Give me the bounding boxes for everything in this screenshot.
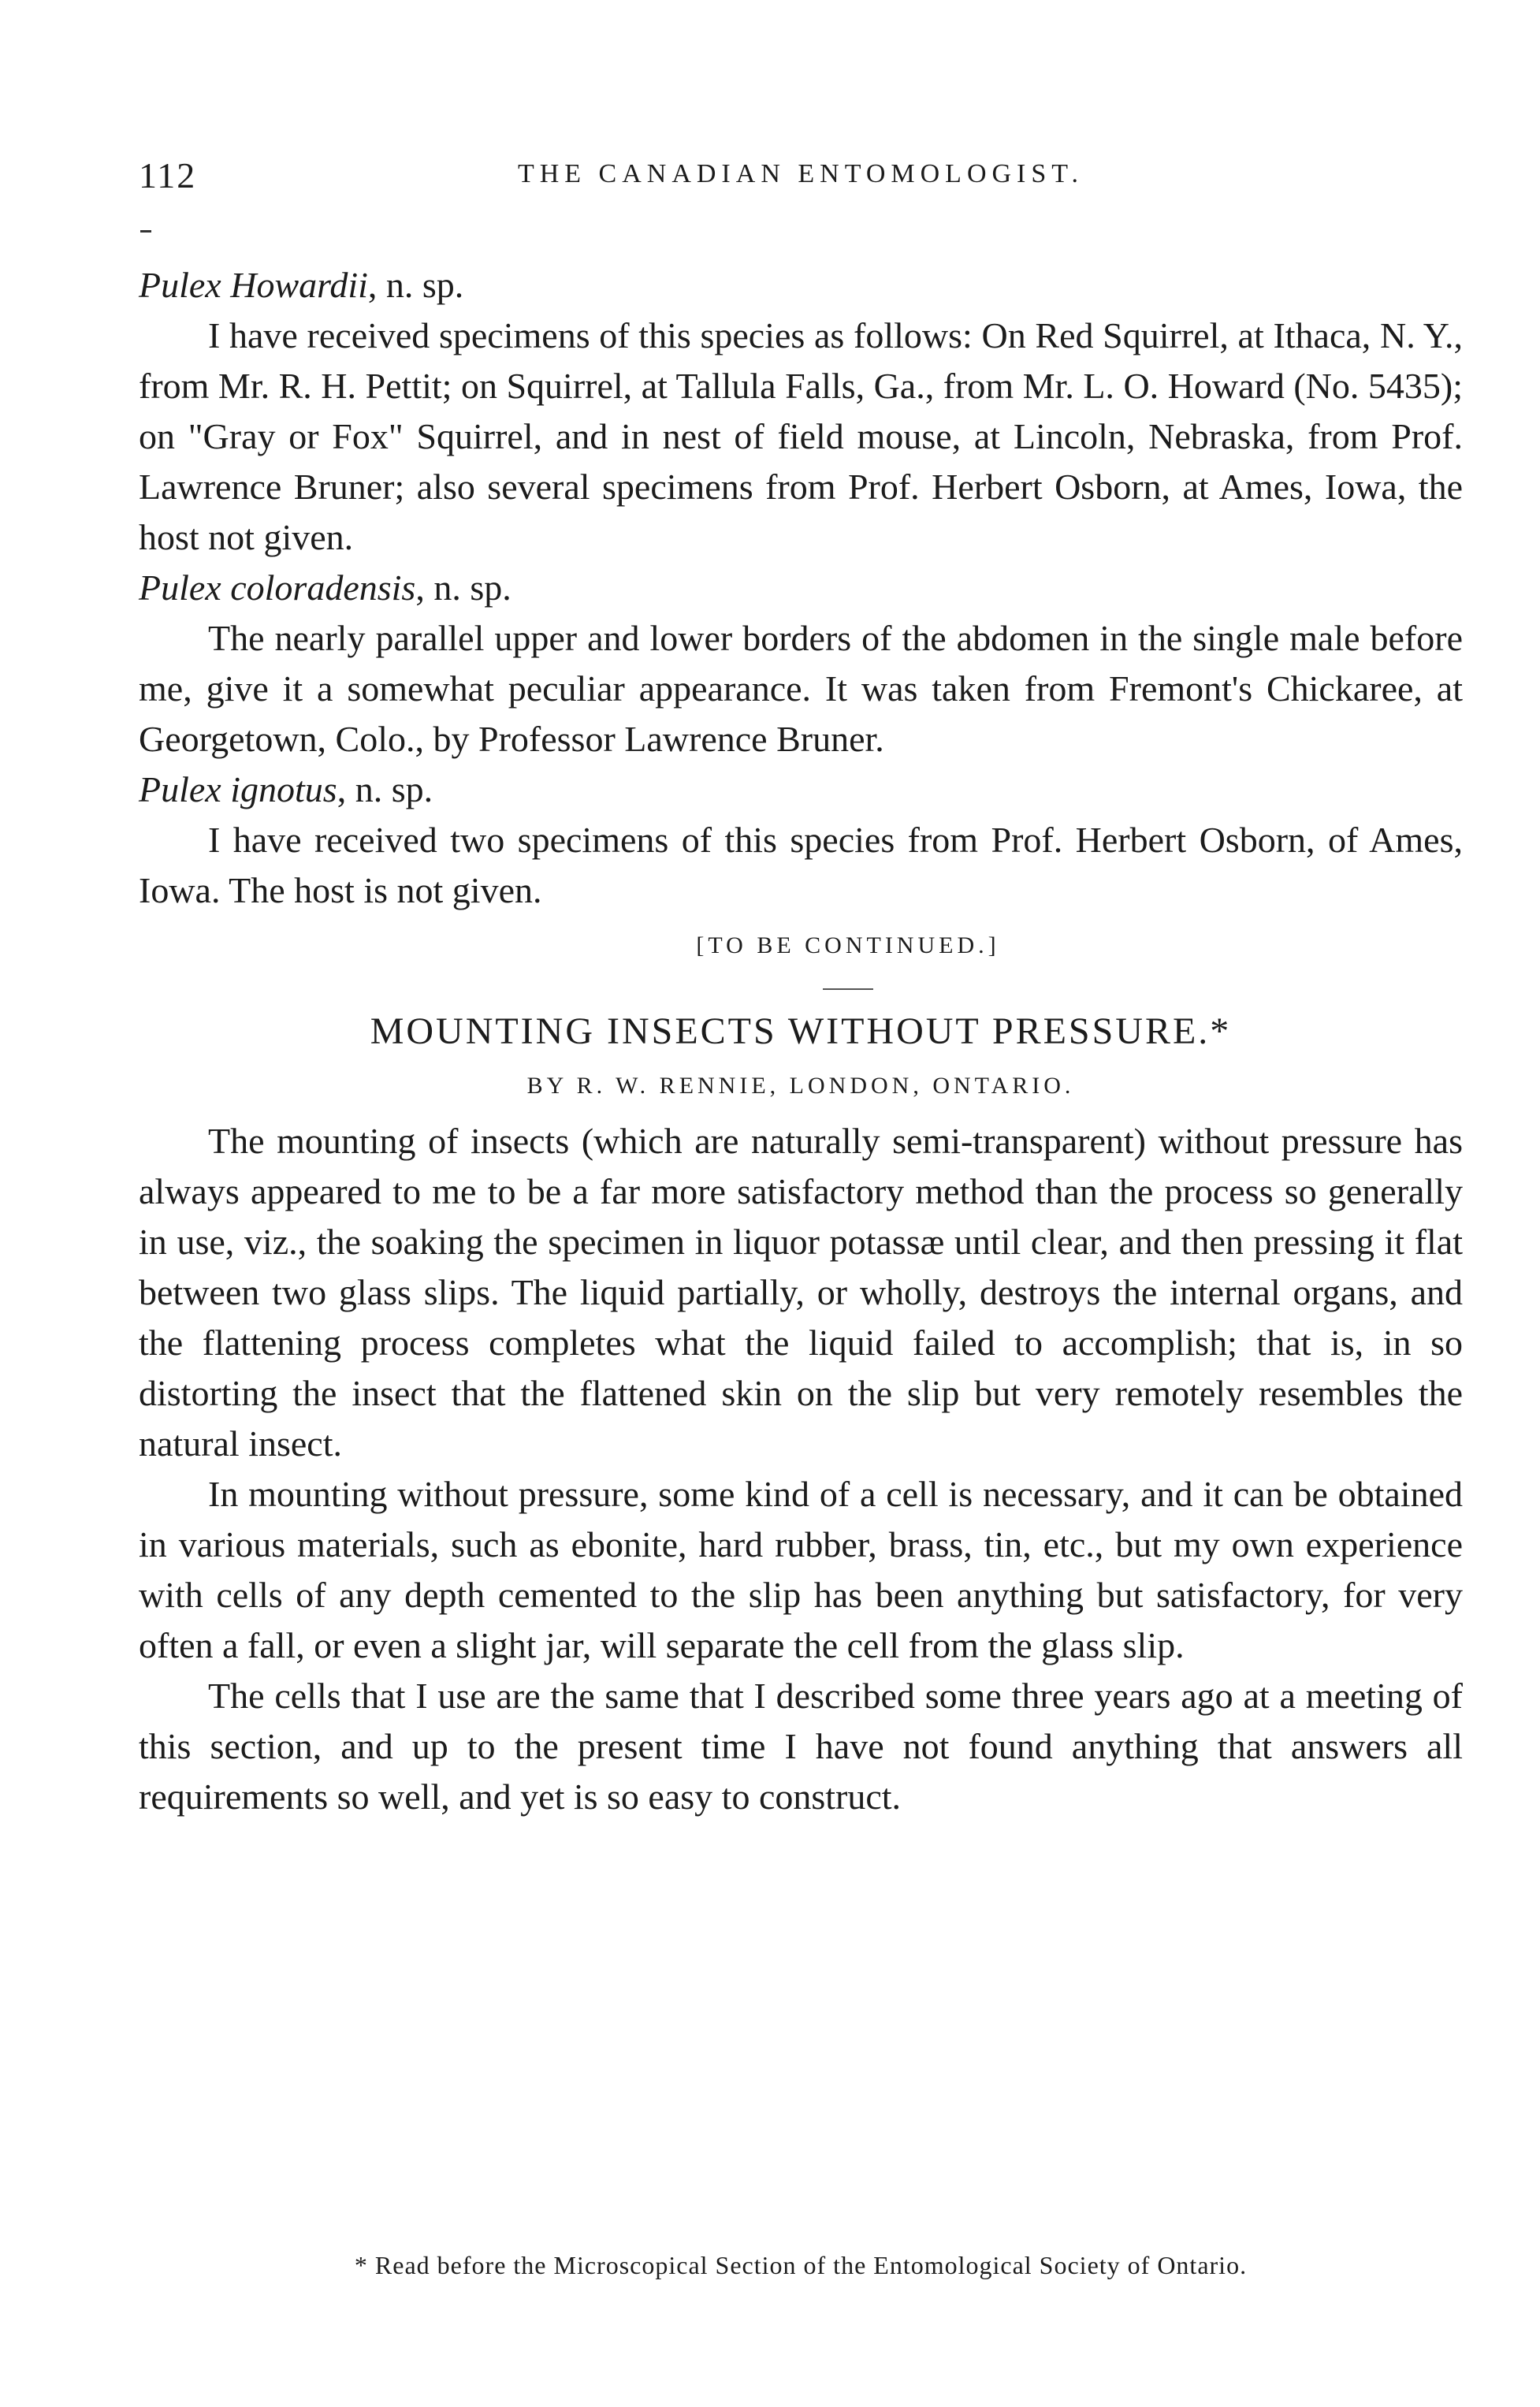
article-title: MOUNTING INSECTS WITHOUT PRESSURE.* [370, 1010, 1232, 1052]
paragraph-coloradensis: The nearly parallel upper and lower borders of the abdomen in the single male before me, give it a somewhat peculiar appearance. It was taken from Fremont's Chickaree, at Georgetown, Colo., by Professor Lawrence Bruner. [139, 618, 1463, 759]
header-dash [140, 230, 151, 233]
paragraph-ignotus: I have received two specimens of this species from Prof. Herbert Osborn, of Ames, Iowa. The host is not given. [139, 820, 1463, 910]
article-paragraph: The cells that I use are the same that I described some three years ago at a meeting of this section, and up to the present time I have not found anything that answers all requirements so well, and yet is so easy to construct. [139, 1676, 1463, 1817]
species-suffix: , n. sp. [367, 265, 464, 305]
species-epithet: Howardii [230, 265, 368, 305]
journal-title: THE CANADIAN ENTOMOLOGIST. [517, 159, 1084, 188]
species-suffix: , n. sp. [337, 769, 433, 809]
page-number: 112 [139, 155, 197, 195]
footnote: * Read before the Microscopical Section of the Entomological Society of Ontario. [354, 2251, 1248, 2279]
genus-name: Pulex [139, 265, 221, 305]
species-heading-coloradensis [139, 563, 1463, 613]
section-divider [823, 988, 873, 990]
article-paragraph: In mounting without pressure, some kind of a cell is necessary, and it can be obtained in various materials, such as ebonite, hard rubber, brass, tin, etc., but my own experience with cells of any depth cemented to the slip has been anything but satisfactory, for very often a fall, or even a slight jar, will separate the cell from the glass slip. [139, 1474, 1463, 1665]
continued-note: [TO BE CONTINUED.] [696, 932, 1000, 958]
species-heading-howardii [139, 260, 1463, 311]
article-byline: BY R. W. RENNIE, LONDON, ONTARIO. [526, 1073, 1075, 1099]
species-suffix: , n. sp. [415, 567, 511, 608]
species-epithet: ignotus [230, 769, 337, 809]
species-epithet: coloradensis [230, 567, 416, 608]
running-head [139, 154, 1463, 202]
genus-name: Pulex [139, 769, 221, 809]
body-text [139, 260, 1463, 1822]
genus-name: Pulex [139, 567, 221, 608]
species-heading-ignotus [139, 765, 1463, 815]
article-paragraph: The mounting of insects (which are naturally semi-transparent) without pressure has always appeared to me to be a far more satisfactory method than the process so generally in use, viz., the soaking the specimen in liquor potassæ until clear, and then pressing it flat between two glass slips. The liquid partially, or wholly, destroys the internal organs, and the flattening process completes what the liquid failed to accomplish; that is, in so distorting the insect that the flattened skin on the slip but very remotely resembles the natural insect. [139, 1121, 1463, 1464]
paragraph-howardii: I have received specimens of this species as follows: On Red Squirrel, at Ithaca, N. Y., from Mr. R. H. Pettit; on Squirrel, at Tallula Falls, Ga., from Mr. L. O. Howard (No. 5435); on "Gray or Fox" Squirrel, and in nest of field mouse, at Lincoln, Nebraska, from Prof. Lawrence Bruner; also several specimens from Prof. Herbert Osborn, at Ames, Iowa, the host not given. [139, 315, 1463, 557]
